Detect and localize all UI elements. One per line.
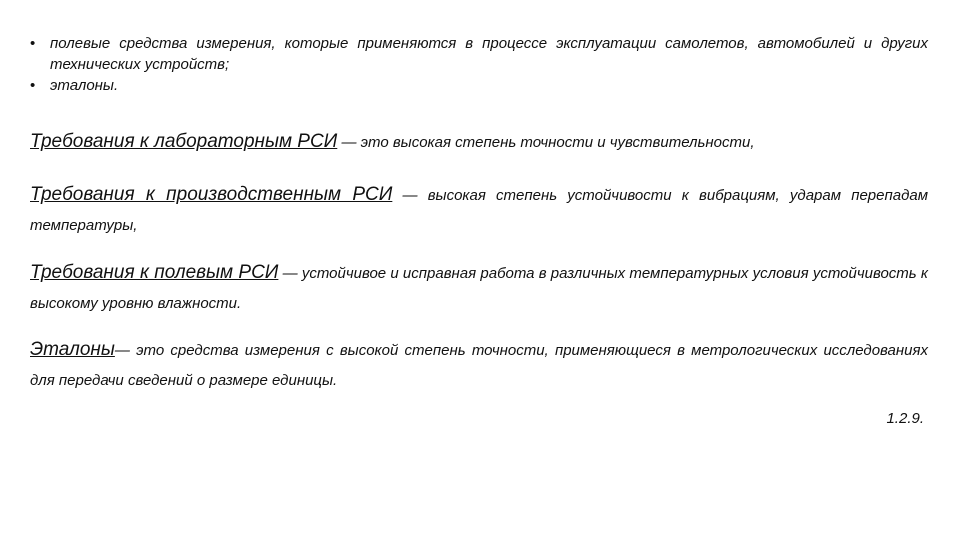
- bullet-icon: •: [30, 35, 36, 52]
- bullet-text: полевые средства измерения, которые применяются в процессе эксплуатации самолетов, автомобилей и других технических устройств;: [50, 35, 928, 73]
- field-requirements-title: Требования к полевым РСИ: [30, 262, 279, 283]
- production-requirements-title: Требования к производственным РСИ: [30, 184, 393, 205]
- lab-requirements-paragraph: [30, 128, 928, 157]
- production-requirements-dash: —: [392, 187, 428, 204]
- standards-title: Эталоны: [30, 339, 115, 360]
- lab-requirements-title: Требования к лабораторным РСИ: [30, 131, 338, 152]
- lab-requirements-dash: —: [337, 134, 361, 151]
- production-requirements-text: высокая степень устойчивости к вибрациям, ударам перепадам температуры,: [30, 187, 928, 234]
- lab-requirements-text: это высокая степень точности и чувствительности,: [360, 134, 755, 151]
- bullet-item: [30, 75, 928, 96]
- bullet-item: [30, 33, 928, 75]
- field-requirements-text: устойчивое и исправная работа в различных температурных условия устойчивость к высокому уровню влажности.: [30, 265, 928, 312]
- bullet-icon: •: [30, 77, 36, 94]
- production-requirements-paragraph: [30, 180, 928, 241]
- standards-text: это средства измерения с высокой степень точности, применяющиеся в метрологических исследованиях для передачи сведений о размере единицы.: [30, 342, 929, 389]
- field-requirements-dash: —: [278, 265, 302, 282]
- bullet-list: [30, 33, 928, 96]
- standards-paragraph: [30, 335, 928, 396]
- standards-dash: —: [114, 342, 137, 359]
- bullet-text: эталоны.: [50, 77, 119, 94]
- field-requirements-paragraph: [30, 258, 928, 319]
- page-number: 1.2.9.: [886, 410, 924, 427]
